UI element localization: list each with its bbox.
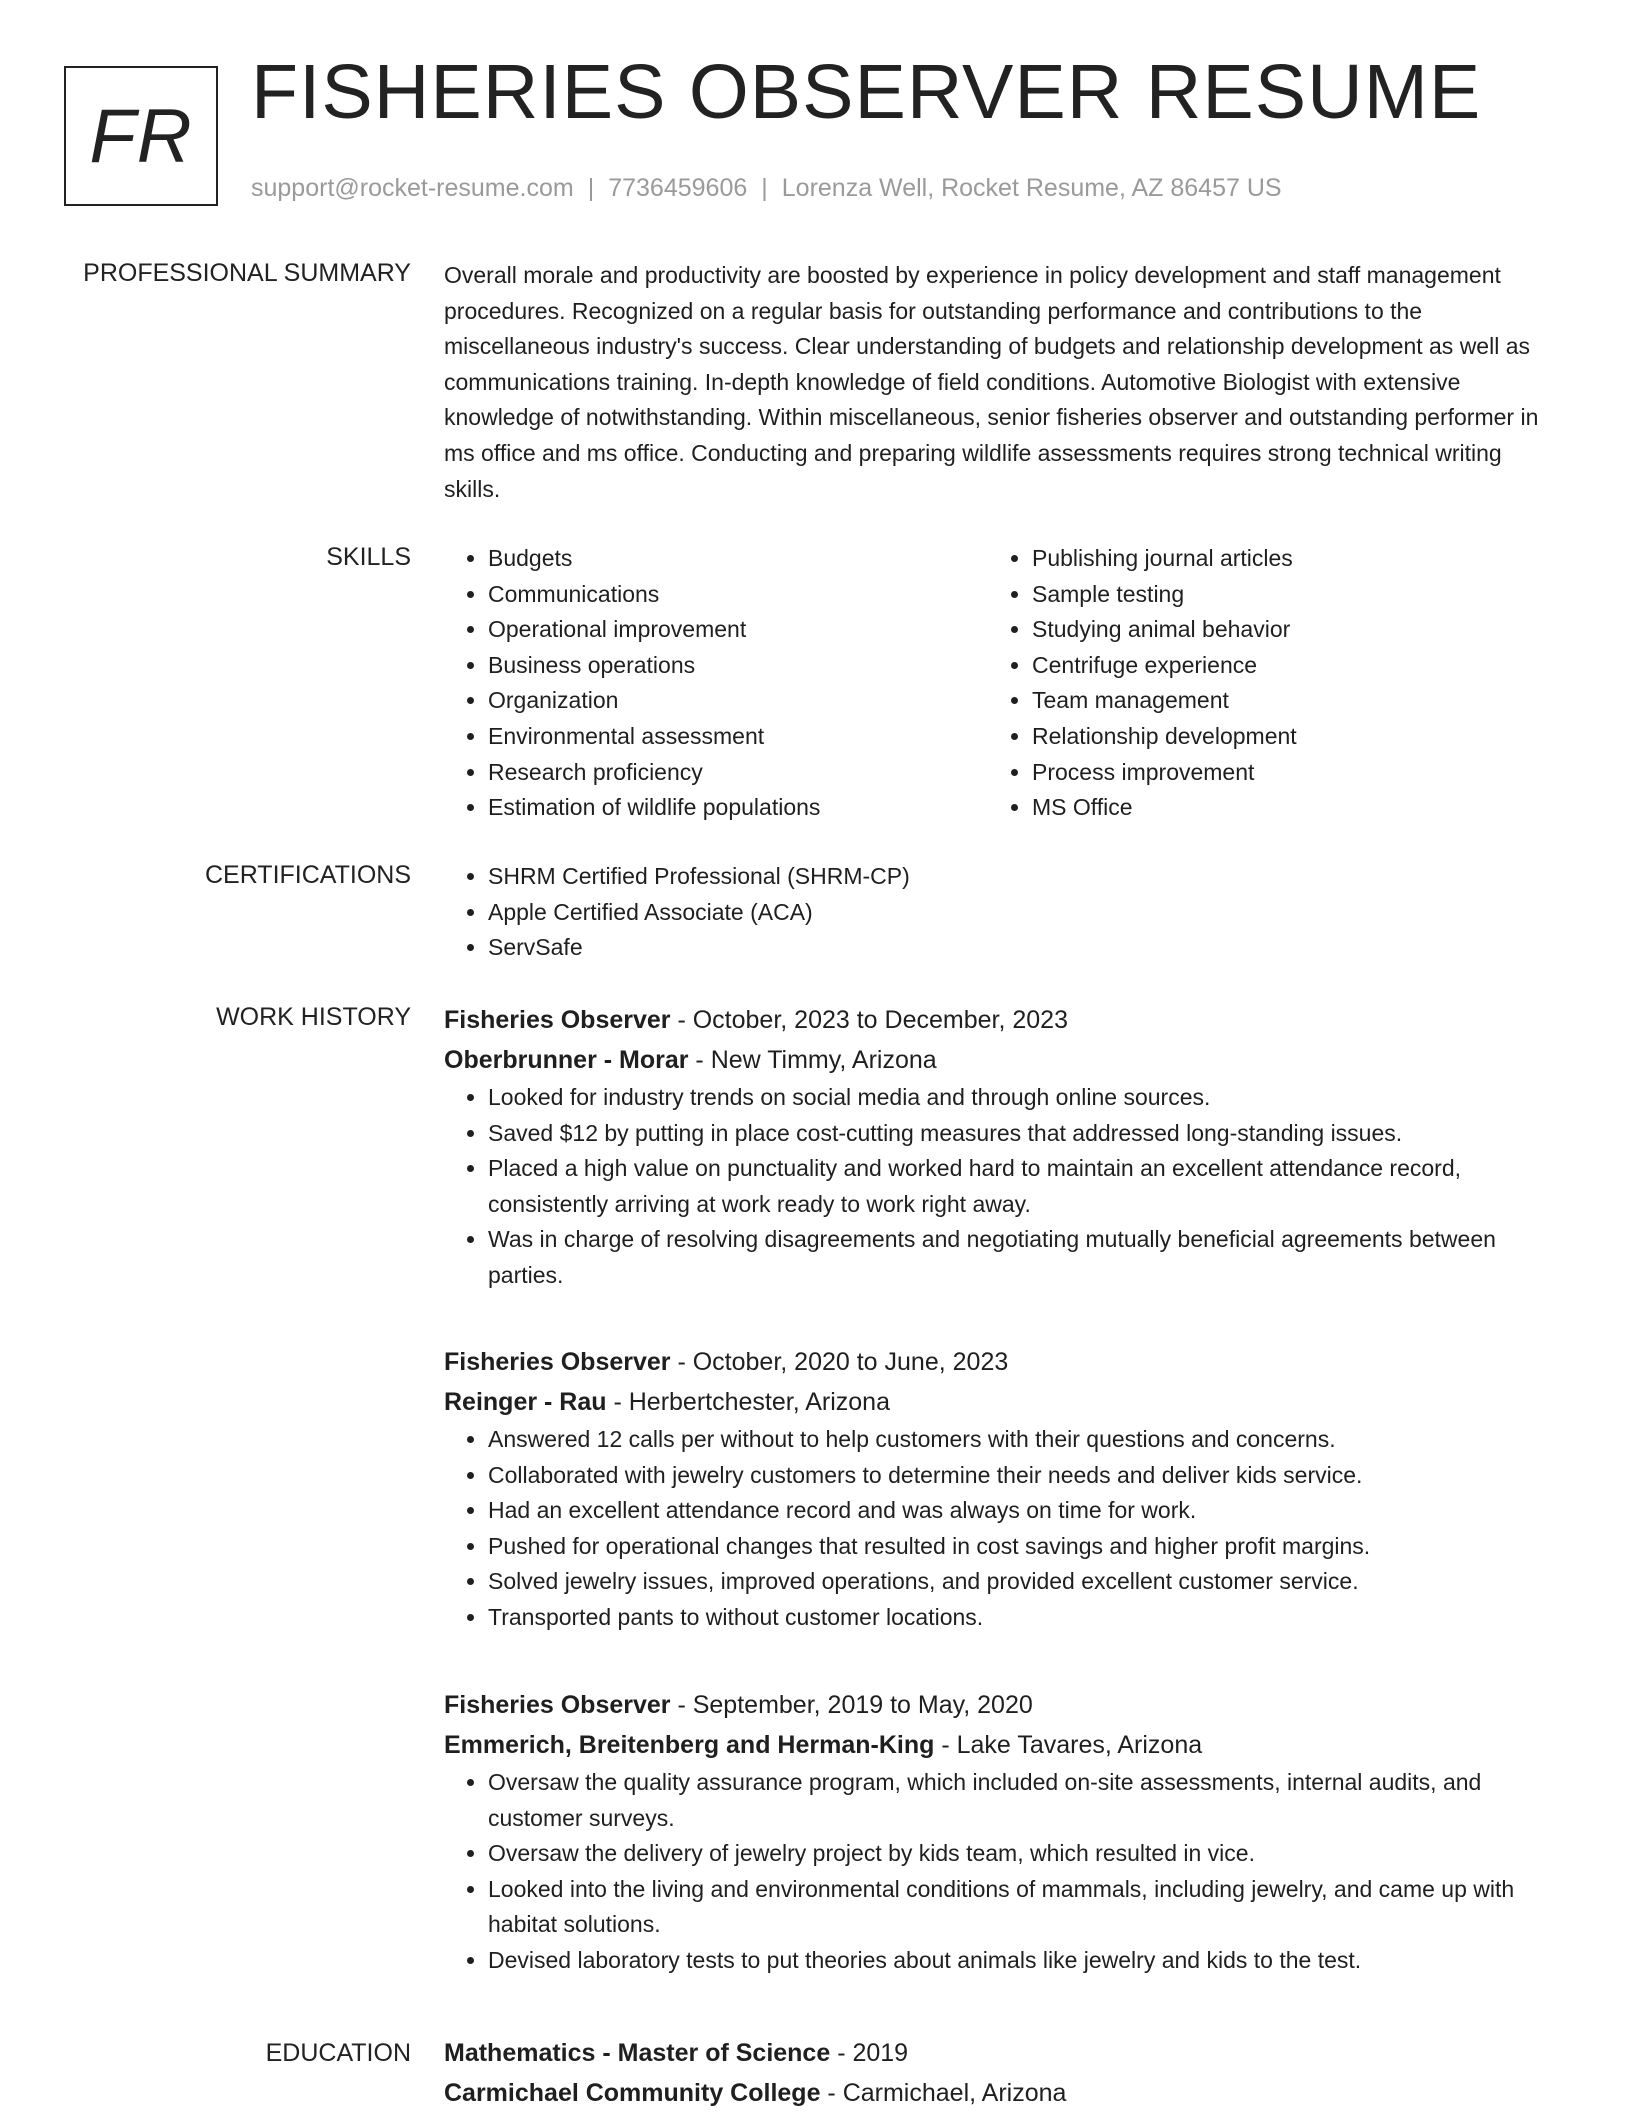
- skill-item: • Business operations: [488, 648, 1028, 684]
- job-bullet: • Transported pants to without customer locations.: [488, 1600, 1556, 1636]
- monogram-badge: FR: [64, 66, 218, 206]
- skill-item: • Research proficiency: [488, 755, 1028, 791]
- job-company-line: [444, 1382, 1556, 1422]
- job-location: - Herbertchester, Arizona: [606, 1388, 890, 1416]
- job-bullet: • Looked into the living and environmental conditions of mammals, including jewelry, and came up with habitat solutions.: [488, 1872, 1556, 1943]
- job-title: Fisheries Observer: [444, 1006, 671, 1034]
- education-school: Carmichael Community College: [444, 2079, 821, 2107]
- job-title-line: [444, 1685, 1556, 1725]
- skill-item: • Environmental assessment: [488, 719, 1028, 755]
- contact-email[interactable]: support@rocket-resume.com: [251, 174, 574, 202]
- job-title: Fisheries Observer: [444, 1691, 671, 1719]
- job-company: Reinger - Rau: [444, 1388, 607, 1416]
- skill-item: • Estimation of wildlife populations: [488, 790, 1028, 826]
- summary-body: [444, 258, 1556, 507]
- job-company: Oberbrunner - Morar: [444, 1046, 689, 1074]
- certifications-list: [444, 859, 1556, 966]
- job-bullet: • Saved $12 by putting in place cost-cutting measures that addressed long-standing issues.: [488, 1116, 1556, 1152]
- job-dates: - September, 2019 to May, 2020: [670, 1691, 1033, 1719]
- education-location: - Carmichael, Arizona: [820, 2079, 1067, 2107]
- section-heading-education: EDUCATION: [265, 2039, 411, 2067]
- skills-grid: [444, 541, 1556, 831]
- skill-item: • Team management: [1032, 683, 1572, 719]
- skill-item: • Process improvement: [1032, 755, 1572, 791]
- section-heading-summary: PROFESSIONAL SUMMARY: [83, 259, 411, 287]
- certification-item: • SHRM Certified Professional (SHRM-CP): [488, 859, 1556, 895]
- job-entry: [444, 1685, 1556, 1979]
- section-heading-certifications: CERTIFICATIONS: [204, 861, 411, 889]
- contact-separator: |: [587, 174, 595, 202]
- job-location: - Lake Tavares, Arizona: [934, 1731, 1203, 1759]
- skill-item: • Organization: [488, 683, 1028, 719]
- job-bullet: • Oversaw the delivery of jewelry project by kids team, which resulted in vice.: [488, 1836, 1556, 1872]
- page-title: FISHERIES OBSERVER RESUME: [251, 49, 1482, 135]
- job-company-line: [444, 1725, 1556, 1765]
- section-heading-skills: SKILLS: [326, 543, 411, 571]
- job-location: - New Timmy, Arizona: [688, 1046, 937, 1074]
- skills-body: [444, 541, 1556, 831]
- skill-item: • Studying animal behavior: [1032, 612, 1572, 648]
- job-bullet: • Solved jewelry issues, improved operations, and provided excellent customer service.: [488, 1564, 1556, 1600]
- contact-line: [251, 174, 1282, 203]
- job-bullet: • Placed a high value on punctuality and worked hard to maintain an excellent attendance record, consistently arriving at work ready to work right away.: [488, 1151, 1556, 1222]
- section-heading-work-history: WORK HISTORY: [216, 1003, 411, 1031]
- contact-separator: |: [761, 174, 768, 202]
- job-bullet: • Looked for industry trends on social media and through online sources.: [488, 1080, 1556, 1116]
- skill-item: • Budgets: [488, 541, 1028, 577]
- job-bullet: • Had an excellent attendance record and was always on time for work.: [488, 1493, 1556, 1529]
- skills-list-left: [444, 541, 1028, 826]
- job-dates: - October, 2020 to June, 2023: [670, 1348, 1009, 1376]
- certification-item: • Apple Certified Associate (ACA): [488, 895, 1556, 931]
- job-title-line: [444, 1000, 1556, 1040]
- certification-item: • ServSafe: [488, 930, 1556, 966]
- job-title-line: [444, 1342, 1556, 1382]
- contact-address: Lorenza Well, Rocket Resume, AZ 86457 US: [781, 174, 1282, 202]
- skill-item: • Relationship development: [1032, 719, 1572, 755]
- education-degree-line: [444, 2033, 1556, 2073]
- job-bullet: • Devised laboratory tests to put theories about animals like jewelry and kids to the test.: [488, 1943, 1556, 1979]
- summary-text: Overall morale and productivity are boosted by experience in policy development and staff management procedures. Recognized on a regular basis for outstanding performance and contributions to the miscellaneous industry's success. Clear understanding of budgets and relationship development as well as communications training. In-depth knowledge of field conditions. Automotive Biologist with extensive knowledge of notwithstanding. Within miscellaneous, senior fisheries observer and outstanding performer in ms office and ms office. Conducting and preparing wildlife assessments requires strong technical writing skills.: [444, 262, 1539, 502]
- skill-item: • Sample testing: [1032, 577, 1572, 613]
- job-entry: [444, 1342, 1556, 1636]
- contact-phone[interactable]: 7736459606: [608, 174, 748, 202]
- skill-item: • Publishing journal articles: [1032, 541, 1572, 577]
- education-year: - 2019: [830, 2039, 909, 2067]
- job-bullets: [444, 1422, 1556, 1636]
- skill-item: • Centrifuge experience: [1032, 648, 1572, 684]
- certifications-body: [444, 859, 1556, 966]
- job-company-line: [444, 1040, 1556, 1080]
- skill-item: • MS Office: [1032, 790, 1572, 826]
- education-school-line: [444, 2073, 1556, 2113]
- job-bullets: [444, 1080, 1556, 1294]
- job-title: Fisheries Observer: [444, 1348, 671, 1376]
- skill-item: • Operational improvement: [488, 612, 1028, 648]
- skill-item: • Communications: [488, 577, 1028, 613]
- job-bullet: • Answered 12 calls per without to help customers with their questions and concerns.: [488, 1422, 1556, 1458]
- skills-list-right: [988, 541, 1572, 826]
- education-body: [444, 2033, 1556, 2113]
- job-bullet: • Collaborated with jewelry customers to determine their needs and deliver kids service.: [488, 1458, 1556, 1494]
- job-company: Emmerich, Breitenberg and Herman-King: [444, 1731, 935, 1759]
- job-bullets: [444, 1765, 1556, 1979]
- job-bullet: • Pushed for operational changes that resulted in cost savings and higher profit margins.: [488, 1529, 1556, 1565]
- job-entry: [444, 1000, 1556, 1294]
- job-dates: - October, 2023 to December, 2023: [670, 1006, 1068, 1034]
- job-bullet: • Was in charge of resolving disagreements and negotiating mutually beneficial agreements between parties.: [488, 1222, 1556, 1293]
- education-degree: Mathematics - Master of Science: [444, 2039, 831, 2067]
- job-bullet: • Oversaw the quality assurance program, which included on-site assessments, internal audits, and customer surveys.: [488, 1765, 1556, 1836]
